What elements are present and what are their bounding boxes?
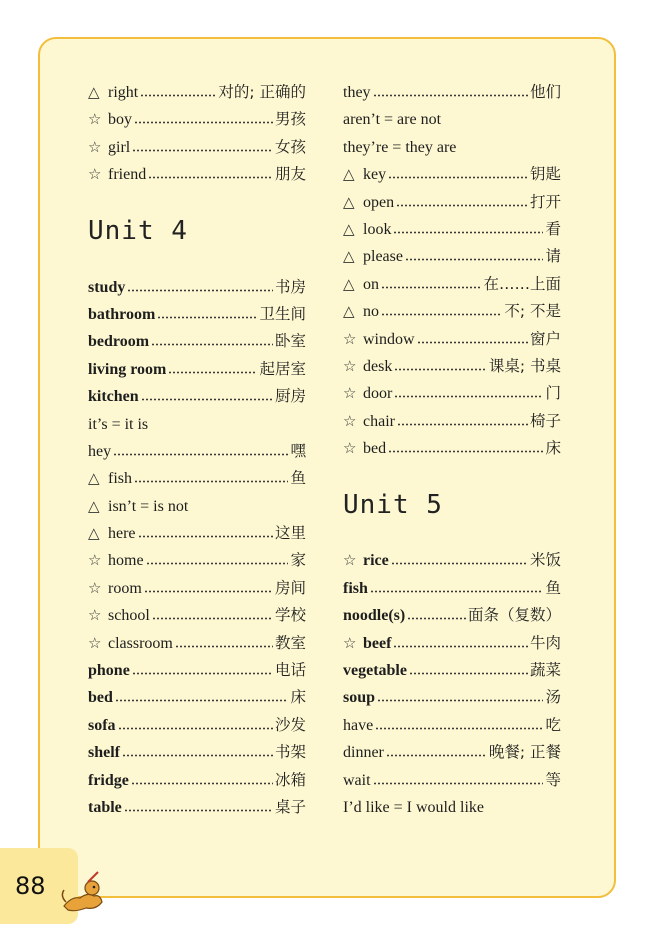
chinese-meaning: 钥匙 <box>529 165 561 184</box>
chinese-meaning: 学校 <box>274 606 306 625</box>
vocab-row-aren-t-are-not <box>343 106 561 133</box>
chinese-meaning: 米饭 <box>529 551 561 570</box>
star-marker-icon: ☆ <box>343 329 357 348</box>
dotted-leader <box>122 747 273 757</box>
english-word: door <box>363 385 393 403</box>
vocab-row-it-s-it-is <box>88 411 306 438</box>
triangle-marker-icon: △ <box>88 83 100 101</box>
vocab-row-they <box>343 79 561 106</box>
vocab-row-have <box>343 712 561 739</box>
vocab-row-fish <box>343 575 561 602</box>
english-word: noodle(s) <box>343 607 406 625</box>
english-word: dinner <box>343 744 384 762</box>
chinese-meaning: 他们 <box>529 83 561 101</box>
vocab-row-hey <box>88 438 306 465</box>
dotted-leader <box>115 692 289 702</box>
star-marker-icon: ☆ <box>88 551 102 570</box>
english-word: it’s = it is <box>88 415 149 433</box>
english-word: bed <box>88 689 113 707</box>
english-word: fridge <box>88 771 129 789</box>
unit-5-title: Unit 5 <box>343 489 443 520</box>
vocab-row-rice <box>343 547 561 574</box>
monkey-mascot-icon <box>58 866 108 916</box>
english-word: table <box>88 798 122 816</box>
dotted-leader <box>127 282 273 292</box>
english-word: bed <box>363 440 387 458</box>
triangle-marker-icon: △ <box>88 469 100 488</box>
chinese-meaning: 椅子 <box>529 411 561 430</box>
english-word: phone <box>88 662 130 680</box>
dotted-leader <box>397 416 528 426</box>
dotted-leader <box>393 638 528 648</box>
dotted-leader <box>124 802 273 812</box>
english-word: chair <box>363 412 395 430</box>
english-word: bathroom <box>88 305 156 323</box>
chinese-meaning: 在……上面 <box>483 274 561 293</box>
star-marker-icon: ☆ <box>88 606 102 625</box>
dotted-leader <box>118 720 273 730</box>
chinese-meaning: 吃 <box>545 715 561 734</box>
star-marker-icon: ☆ <box>343 411 357 430</box>
chinese-meaning: 鱼 <box>545 578 561 597</box>
vocab-row-please <box>343 243 561 270</box>
vocab-row-here <box>88 520 306 547</box>
vocab-row-kitchen <box>88 383 306 410</box>
english-word: window <box>363 330 415 348</box>
dotted-leader <box>394 361 487 371</box>
vocab-row-open <box>343 189 561 216</box>
triangle-marker-icon: △ <box>343 192 355 211</box>
english-word: hey <box>88 442 112 460</box>
chinese-meaning: 床 <box>290 688 306 707</box>
vocab-row-bed <box>88 684 306 711</box>
chinese-meaning: 起居室 <box>259 359 306 378</box>
dotted-leader <box>391 555 528 565</box>
vocab-row-vegetable <box>343 657 561 684</box>
unit-4-word-list <box>88 274 306 822</box>
english-word: home <box>108 552 144 570</box>
vocab-row-sofa <box>88 712 306 739</box>
star-marker-icon: ☆ <box>88 165 102 184</box>
english-word: desk <box>363 357 393 375</box>
english-word: look <box>363 220 392 238</box>
english-word: classroom <box>108 634 173 652</box>
vocab-row-wait <box>343 767 561 794</box>
chinese-meaning: 沙发 <box>274 715 306 734</box>
left-column <box>88 79 306 821</box>
english-word: vegetable <box>343 662 407 680</box>
right-column <box>343 79 561 821</box>
vocab-row-right <box>88 79 306 106</box>
chinese-meaning: 课桌; 书桌 <box>488 356 561 375</box>
vocab-row-room <box>88 575 306 602</box>
chinese-meaning: 朋友 <box>274 165 306 184</box>
chinese-meaning: 不; 不是 <box>504 302 561 321</box>
chinese-meaning: 晚餐; 正餐 <box>488 743 561 762</box>
triangle-marker-icon: △ <box>343 274 355 293</box>
vocab-row-school <box>88 602 306 629</box>
english-word: sofa <box>88 716 116 734</box>
chinese-meaning: 厨房 <box>274 387 306 406</box>
english-word: no <box>363 303 379 321</box>
english-word: kitchen <box>88 388 139 406</box>
dotted-leader <box>396 197 528 207</box>
dotted-leader <box>157 309 257 319</box>
vocab-row-key <box>343 161 561 188</box>
chinese-meaning: 卧室 <box>274 332 306 351</box>
triangle-marker-icon: △ <box>343 165 355 184</box>
star-marker-icon: ☆ <box>343 356 357 375</box>
chinese-meaning: 书房 <box>274 277 306 296</box>
chinese-meaning: 冰箱 <box>274 770 306 789</box>
chinese-meaning: 对的; 正确的 <box>218 83 306 101</box>
vocab-row-fish <box>88 465 306 492</box>
chinese-meaning: 窗户 <box>529 329 561 348</box>
dotted-leader <box>377 692 543 702</box>
dotted-leader <box>407 610 466 620</box>
dotted-leader <box>144 583 273 593</box>
chinese-meaning: 鱼 <box>290 469 306 488</box>
triangle-marker-icon: △ <box>343 247 355 266</box>
vocab-row-chair <box>343 408 561 435</box>
vocab-row-bed <box>343 435 561 462</box>
vocab-row-home <box>88 547 306 574</box>
dotted-leader <box>175 638 273 648</box>
english-word: fish <box>108 470 132 488</box>
dotted-leader <box>388 169 528 179</box>
chinese-meaning: 房间 <box>274 578 306 597</box>
dotted-leader <box>370 583 544 593</box>
english-word: isn’t = is not <box>108 497 189 515</box>
word-list-top <box>343 79 561 462</box>
star-marker-icon: ☆ <box>88 633 102 652</box>
english-word: shelf <box>88 744 120 762</box>
dotted-leader <box>131 775 273 785</box>
vocab-row-boy <box>88 106 306 133</box>
dotted-leader <box>409 665 528 675</box>
triangle-marker-icon: △ <box>88 496 100 515</box>
star-marker-icon: ☆ <box>88 110 102 129</box>
dotted-leader <box>146 555 289 565</box>
english-word: here <box>108 525 136 543</box>
dotted-leader <box>373 87 528 97</box>
dotted-leader <box>152 610 273 620</box>
chinese-meaning: 牛肉 <box>529 633 561 652</box>
dotted-leader <box>417 334 528 344</box>
vocab-row-beef <box>343 630 561 657</box>
chinese-meaning: 打开 <box>529 192 561 211</box>
vocab-row-soup <box>343 684 561 711</box>
vocab-row-table <box>88 794 306 821</box>
dotted-leader <box>375 720 543 730</box>
vocab-row-no <box>343 298 561 325</box>
vocab-row-friend <box>88 161 306 188</box>
vocab-row-look <box>343 216 561 243</box>
vocab-row-shelf <box>88 739 306 766</box>
star-marker-icon: ☆ <box>343 551 357 570</box>
unit-4-title: Unit 4 <box>88 216 188 247</box>
english-word: wait <box>343 771 371 789</box>
vocab-row-isn-t-is-not <box>88 493 306 520</box>
chinese-meaning: 嘿 <box>290 441 306 460</box>
dotted-leader <box>394 388 543 398</box>
chinese-meaning: 面条（复数） <box>467 606 561 625</box>
chinese-meaning: 电话 <box>274 661 306 680</box>
unit-5-word-list <box>343 547 561 821</box>
dotted-leader <box>386 747 487 757</box>
vocab-row-phone <box>88 657 306 684</box>
star-marker-icon: ☆ <box>88 137 102 156</box>
chinese-meaning: 请 <box>545 247 561 266</box>
vocab-row-bedroom <box>88 328 306 355</box>
chinese-meaning: 家 <box>290 551 306 570</box>
english-word: have <box>343 716 374 734</box>
vocab-row-window <box>343 326 561 353</box>
dotted-leader <box>134 114 273 124</box>
vocab-row-fridge <box>88 767 306 794</box>
chinese-meaning: 男孩 <box>274 110 306 129</box>
dotted-leader <box>381 306 502 316</box>
vocab-row-study <box>88 274 306 301</box>
dotted-leader <box>134 473 288 483</box>
dotted-leader <box>138 528 273 538</box>
vocab-row-they-re-they-are <box>343 134 561 161</box>
dotted-leader <box>140 87 216 97</box>
vocab-row-i-d-like-i-would-like <box>343 794 561 821</box>
english-word: they’re = they are <box>343 138 457 156</box>
dotted-leader <box>393 224 543 234</box>
chinese-meaning: 桌子 <box>274 797 306 816</box>
chinese-meaning: 教室 <box>274 633 306 652</box>
dotted-leader <box>388 443 543 453</box>
chinese-meaning: 看 <box>545 219 561 238</box>
english-word: girl <box>108 138 131 156</box>
english-word: on <box>363 275 379 293</box>
vocab-row-door <box>343 380 561 407</box>
dotted-leader <box>168 364 257 374</box>
triangle-marker-icon: △ <box>343 302 355 321</box>
star-marker-icon: ☆ <box>343 439 357 458</box>
chinese-meaning: 这里 <box>274 524 306 543</box>
chinese-meaning: 床 <box>545 439 561 458</box>
chinese-meaning: 卫生间 <box>259 304 306 323</box>
dotted-leader <box>132 142 273 152</box>
english-word: school <box>108 607 150 625</box>
dotted-leader <box>381 279 481 289</box>
chinese-meaning: 书架 <box>274 743 306 762</box>
chinese-meaning: 等 <box>545 770 561 789</box>
chinese-meaning: 女孩 <box>274 137 306 156</box>
english-word: friend <box>108 166 147 184</box>
english-word: aren’t = are not <box>343 111 442 129</box>
vocab-row-girl <box>88 134 306 161</box>
triangle-marker-icon: △ <box>343 219 355 238</box>
english-word: beef <box>363 634 392 652</box>
english-word: open <box>363 193 395 211</box>
english-word: key <box>363 166 387 184</box>
dotted-leader <box>132 665 273 675</box>
english-word: soup <box>343 689 376 707</box>
dotted-leader <box>148 169 273 179</box>
chinese-meaning: 门 <box>545 384 561 403</box>
english-word: living room <box>88 360 167 378</box>
star-marker-icon: ☆ <box>343 384 357 403</box>
english-word: room <box>108 579 142 597</box>
english-word: bedroom <box>88 333 150 351</box>
english-word: rice <box>363 552 389 570</box>
dotted-leader <box>405 251 544 261</box>
english-word: study <box>88 278 126 296</box>
star-marker-icon: ☆ <box>343 633 357 652</box>
dotted-leader <box>141 391 273 401</box>
english-word: boy <box>108 111 132 129</box>
page-number: 88 <box>15 872 46 900</box>
dotted-leader <box>373 775 544 785</box>
english-word: I’d like = I would like <box>343 798 484 816</box>
vocab-row-bathroom <box>88 301 306 328</box>
vocab-row-living-room <box>88 356 306 383</box>
vocab-row-classroom <box>88 630 306 657</box>
vocab-row-desk <box>343 353 561 380</box>
vocab-row-dinner <box>343 739 561 766</box>
dotted-leader <box>151 336 273 346</box>
english-word: please <box>363 248 403 266</box>
triangle-marker-icon: △ <box>88 524 100 543</box>
chinese-meaning: 蔬菜 <box>529 661 561 680</box>
vocab-row-on <box>343 271 561 298</box>
chinese-meaning: 汤 <box>545 688 561 707</box>
english-word: fish <box>343 579 368 597</box>
star-marker-icon: ☆ <box>88 578 102 597</box>
dotted-leader <box>113 446 288 456</box>
english-word: they <box>343 84 371 101</box>
vocab-row-noodle-s <box>343 602 561 629</box>
word-list-top <box>88 79 306 189</box>
english-word: right <box>108 84 139 101</box>
